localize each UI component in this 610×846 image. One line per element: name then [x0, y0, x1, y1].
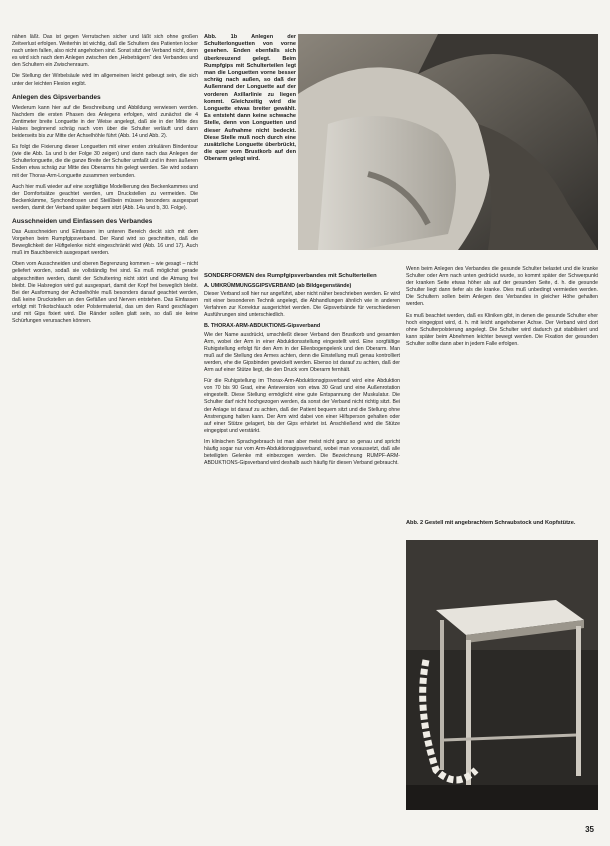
body-paragraph: Wiederum kann hier auf die Beschreibung und Abbildung verwiesen werden. Nachdem die ersten Phasen des Anlegens erfolgen, wird zunächst die 4 Zentimeter breite Longuette in der Weise angelegt, daß sie in der Mitte des Halses beginnend schräg nach vorn über die Schulter verläuft und dann beiderseits bis zur Mitte der Achselhöhle führt (Abb. 14 und Abb. 2). — [12, 104, 198, 140]
intro-paragraph: nähen läßt. Das ist gegen Verrutschen sicher und läßt sich ohne großen Zeitverlust erfolgen. Weiterhin ist wichtig, daß die Schultern des Patienten locker nach unten fallen, also nicht angehoben sind. Sonst sitzt der Verband nicht, denn es wird sich nach dem Anlegen zwischen den „Hebeträgern“ des Verbandes und den Schultern ein Zwischenraum. — [12, 34, 199, 69]
figure1-photo-image — [298, 34, 598, 250]
sonderformen-heading: SONDERFORMEN des Rumpfgipsverbandes mit Schulterteilen — [204, 273, 377, 279]
body-paragraph: Es muß beachtet werden, daß es Kliniken gibt, in denen die gesunde Schulter eher hoch eingegipst wird, d. h. mit leicht angehobener Achse. Der Verband wird dort ohne Schulterpolsterung angelegt. Die Schulter wird dadurch gut stabilisiert und kann später beim Abnehmen leichter bewegt werden. Die Fixation der gesunden Schulter sollte dann aber in jedem Falle erfolgen. — [406, 312, 598, 347]
body-paragraph: Oben vorn Ausschneiden und oberen Begrenzung kommen – wie gesagt – nicht geliefert worden, sodaß sie vollständig frei sind. Es muß möglichst gerade abgeschnitten werden, damit der Schulterring nicht stört und die Atmung frei bleibt. Die Halsregion wird gut ausgespart, damit der Kopf frei beweglich bleibt. Bei der Ausformung der Achselhöhle muß besonders darauf geachtet werden, daß keine Druckstellen an den Gefäßen und Nerven entstehen. Das Einfassen erfolgt mit Trikotschlauch oder Polstermaterial, das um den Rand geschlagen und mit Gips fixiert wird. Die Ränder sollen glatt sein, so daß sie keine Schürfungen verursachen können. — [12, 261, 198, 325]
figure2-caption — [406, 520, 598, 527]
middle-column — [204, 266, 400, 471]
figure1-caption-text: Abb. 1b Anlegen der Schulterlonguetten von vorne gesehen. Enden ebenfalls sich überkreuzend gelegt. Beim Rumpfgips mit Schulterteilen legt man die Longuetten vorne besser schräg nach außen, so daß der Außenrand der Longuette auf der vorderen Axillarlinie zu liegen kommt. Gleichzeitig wird die Longuette etwas breiter gewählt. Es entsteht dann keine schwache Stelle, denn von Longuetten und dieser Aufnahme nicht bedeckt. Diese Stelle muß noch durch eine zusätzliche Longuette überbrückt, die quer vom Brustkorb auf den Oberarm gelegt wird. — [204, 34, 296, 163]
right-column — [406, 266, 598, 352]
figure1-photo — [298, 34, 598, 250]
body-paragraph: Das Ausschneiden und Einfassen im unteren Bereich deckt sich mit dem Vorgehen beim Rumpfgipsverband. Der Rand wird so geschnitten, daß die Beweglichkeit der Hüftgelenke nicht eingeschränkt wird (Abb. 16 und 17). Auch muß im Bauchbereich ausgespart werden. — [12, 228, 198, 257]
figure1-caption — [204, 34, 296, 164]
subheading-a: A. UMKRÜMMUNGSGIPSVERBAND (ab Bildgegenstände) — [204, 283, 352, 289]
page-number: 35 — [585, 825, 594, 834]
intro-paragraph: Die Stellung der Wirbelsäule wird im allgemeinen leicht gebeugt sein, die sich unter der leichten Flexion ergibt. — [12, 73, 198, 87]
body-paragraph: Wenn beim Anlegen des Verbandes die gesunde Schulter belastet und die kranke Schulter oder Arm nach unten gedrückt wurde, so kommt später der Schwerpunkt der kranken Seite etwas höher als auf der gesunden Seite, d. h. die gesunde Schulter liegt dann tiefer als die kranke. Dies muß unbedingt vermieden werden. Die Schultern sollen beim Anlegen des Verbandes in gleicher Höhe gehalten werden. — [406, 266, 598, 308]
body-paragraph: Wie der Name ausdrückt, umschließt dieser Verband den Brustkorb und gesamten Arm, wobei der Arm in einer Abduktionsstellung eingestellt wird. Eine sorgfältige Ruhigstellung erfolgt für den Arm in der Ellenbogengelenk und den Oberarm. Man muß auf die Stellung des Armes achten, denn die Einstellung muß genau kontrolliert werden, ehe die Gipsbinden gewickelt werden. Ebenso ist darauf zu achten, daß der Arm auf einer Stütze liegt, die den Druck vom Oberarm fernhält. — [204, 331, 400, 374]
subheading-b: B. THORAX-ARM-ABDUKTIONS-Gipsverband — [204, 323, 321, 330]
section-heading-trimming: Ausschneiden und Einfassen des Verbandes — [12, 217, 153, 225]
section-heading-application: Anlegen des Gipsverbandes — [12, 93, 101, 101]
body-paragraph: Für die Ruhigstellung im Thorax-Arm-Abduktionsgipsverband wird eine Abduktion von 70 bis 90 Grad, eine Anteversion von etwa 30 Grad und eine Außenrotation eingestellt. Diese Stellung ermöglicht eine gute Entspannung der Muskulatur. Die Schulter darf nicht hochgezogen werden, da sonst der Verband nicht richtig sitzt. Bei der Anlage ist darauf zu achten, daß der Patient bequem sitzt und die Stellung ohne Anstrengung halten kann. Der Arm wird dabei von einer Hilfsperson gehalten oder auf einer Stütze gelagert, bis der Gips erhärtet ist. Anschließend wird die Stütze eingegipst und verstärkt. — [204, 378, 400, 434]
figure2-photo — [406, 540, 598, 810]
body-paragraph: Dieser Verband soll hier nur angeführt, aber nicht näher beschrieben werden. Er wird mit einer besonderen Technik angelegt, die Abhandlungen ähnlich wie in anderen Verfahren zur Korrektur ausgerichtet werden. Die Gipsverbände für verschiedenen Ausführungen sind unterschiedlich. — [204, 291, 400, 319]
body-paragraph: Im klinischen Sprachgebrauch ist man aber meist nicht ganz so genau und spricht häufig sogar nur vom Arm-Abduktionsgipsverband, wobei man voraussetzt, daß alle beteiligten Gelenke mit einbezogen werden. Die Bezeichnung RUMPF-ARM-ABDUKTIONS-Gipsverband wird deshalb auch häufig für diesen Verband gebraucht. — [204, 438, 400, 467]
body-paragraph: Auch hier muß wieder auf eine sorgfältige Modellierung des Beckenkammes und der Dornfortsätze geachtet werden, um Druckstellen zu vermeiden. Die Beckenkämme, Synchondrosen und Steißbein müssen besonders ausgespart werden, damit der Verband später bequem sitzt (Abb. 14a und b, 30. Folge). — [12, 183, 198, 211]
figure2-photo-image — [406, 540, 598, 810]
figure2-caption-text: Abb. 2 Gestell mit angebrachtem Schraubstock und Kopfstütze. — [406, 520, 576, 526]
body-paragraph: Es folgt die Fixierung dieser Longuetten mit einer ersten zirkulären Bindentour (wie die Abb. 1a und b der Folge 30 zeigen) und dann nach das Anlegen der Schulterlonguette, die die ganze Breite der Schulter umfaßt und in ihren äußeren Enden etwa schräg zur Mitte des Oberarms hin gelegt werden. Sie wird sodann mit der Thorax-Arm-Longuette zusammen verbunden. — [12, 144, 198, 179]
left-column — [12, 34, 198, 329]
